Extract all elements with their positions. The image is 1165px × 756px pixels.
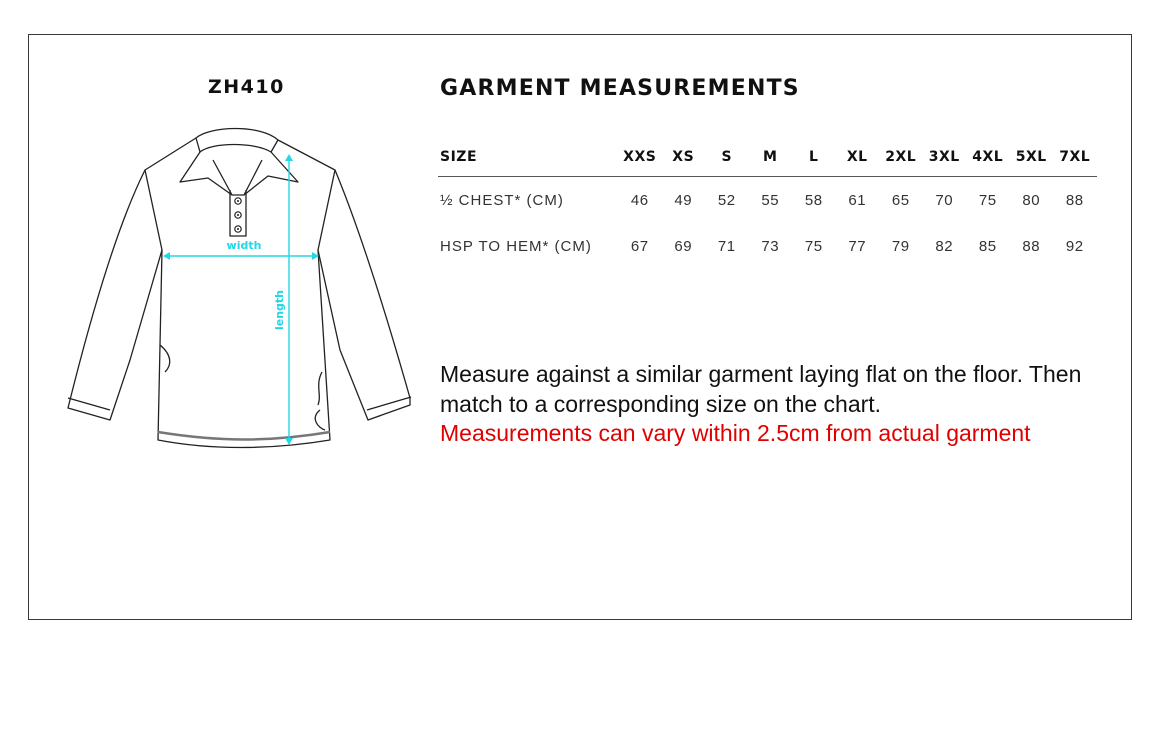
- right-sleeve-outline: [318, 170, 410, 420]
- measurement-note: [440, 360, 1081, 449]
- row-label: ½ CHEST* (CM): [440, 191, 564, 209]
- page-title: GARMENT MEASUREMENTS: [440, 76, 800, 101]
- size-column-5xl: 5XL: [1010, 138, 1054, 177]
- collar-outline: [196, 129, 278, 153]
- table-cell: 58: [804, 191, 823, 209]
- size-column-4xl: 4XL: [966, 138, 1010, 177]
- size-column-s: S: [705, 138, 749, 177]
- size-table-header-row: [438, 138, 1097, 177]
- table-cell: 61: [848, 191, 867, 209]
- table-cell: 75: [978, 191, 997, 209]
- garment-diagram: [60, 118, 420, 463]
- length-label: length: [273, 289, 286, 331]
- garment-body-outline: [145, 138, 335, 448]
- table-cell: 49: [674, 191, 693, 209]
- size-column-m: M: [749, 138, 793, 177]
- table-cell: 73: [761, 237, 780, 255]
- product-code: ZH410: [208, 76, 285, 98]
- size-column-xl: XL: [836, 138, 880, 177]
- size-column-3xl: 3XL: [923, 138, 967, 177]
- note-line-1: Measure against a similar garment laying flat on the floor. Then: [440, 361, 1082, 387]
- note-line-2: match to a corresponding size on the chart.: [440, 390, 882, 417]
- table-cell: 67: [630, 237, 649, 255]
- table-cell: 92: [1065, 237, 1084, 255]
- size-column-xxs: XXS: [618, 138, 662, 177]
- table-cell: 88: [1065, 191, 1084, 209]
- width-label: width: [226, 239, 262, 252]
- table-cell: 75: [804, 237, 823, 255]
- table-cell: 55: [761, 191, 780, 209]
- size-table: [438, 138, 1097, 269]
- table-row: [438, 223, 1097, 269]
- table-cell: 88: [1022, 237, 1041, 255]
- table-cell: 65: [891, 191, 910, 209]
- table-cell: 80: [1022, 191, 1041, 209]
- size-header-label: SIZE: [438, 138, 618, 177]
- size-column-l: L: [792, 138, 836, 177]
- size-column-7xl: 7XL: [1053, 138, 1097, 177]
- table-cell: 77: [848, 237, 867, 255]
- table-cell: 52: [717, 191, 736, 209]
- left-sleeve-outline: [68, 170, 162, 420]
- table-cell: 70: [935, 191, 954, 209]
- table-cell: 69: [674, 237, 693, 255]
- row-label: HSP TO HEM* (CM): [440, 237, 592, 255]
- table-cell: 71: [717, 237, 736, 255]
- table-cell: 82: [935, 237, 954, 255]
- table-row: [438, 177, 1097, 224]
- table-cell: 46: [630, 191, 649, 209]
- variance-warning: Measurements can vary within 2.5cm from actual garment: [440, 420, 1031, 446]
- table-cell: 85: [978, 237, 997, 255]
- table-cell: 79: [891, 237, 910, 255]
- size-column-xs: XS: [662, 138, 706, 177]
- size-column-2xl: 2XL: [879, 138, 923, 177]
